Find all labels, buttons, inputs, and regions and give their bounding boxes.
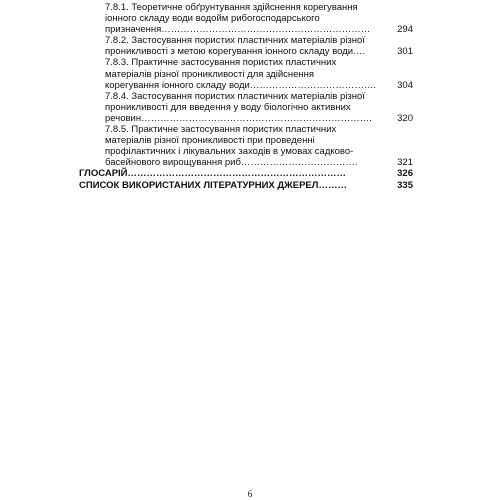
toc-entry-7-8-3[interactable]: [79, 57, 413, 90]
toc-entry-line: 7.8.4. Застосування пористих пластичних матеріалів різної: [105, 90, 365, 102]
page-number: 6: [247, 489, 253, 499]
toc-entry-7-8-4[interactable]: [79, 91, 413, 124]
toc-entry-line: проникливості з метою корегування іонного складу води….: [105, 46, 366, 58]
toc-page-number: 301: [397, 46, 413, 58]
toc-entry-line: 7.8.3. Практичне застосування пористих пластичних: [105, 57, 337, 69]
toc-entry-line: речовин……………………………………………………………….: [105, 112, 372, 124]
toc-entry-line: корегування іонного складу води………………………………….: [105, 79, 376, 91]
toc-entry-line: профілактичних і лікувальних заходів в умовах садково-: [105, 146, 354, 158]
toc-entry-line: матеріалів різної проникливості для здійснення: [105, 68, 315, 80]
toc-entry-glossary[interactable]: [79, 168, 413, 179]
table-of-contents: [79, 2, 413, 191]
toc-entry-line: басейнового вирощування риб……………………………….: [105, 157, 358, 169]
toc-entry-line: 7.8.2. Застосування пористих пластичних матеріалів різної: [105, 35, 365, 47]
toc-entry-line: проникливості для введення у воду біологічно активних: [105, 101, 351, 113]
toc-page-number: 304: [397, 79, 413, 91]
toc-entry-title: [79, 57, 413, 90]
toc-entry-title: [79, 180, 413, 191]
toc-entry-line: СПИСОК ВИКОРИСТАНИХ ЛІТЕРАТУРНИХ ДЖЕРЕЛ………: [79, 179, 347, 191]
toc-entry-references[interactable]: [79, 180, 413, 191]
toc-entry-title: [79, 2, 413, 35]
toc-page-number: 320: [397, 112, 413, 124]
toc-entry-7-8-1[interactable]: [79, 2, 413, 35]
toc-page-number: 335: [397, 179, 413, 191]
toc-entry-title: [79, 91, 413, 124]
toc-entry-title: [79, 35, 413, 57]
toc-entry-7-8-2[interactable]: [79, 35, 413, 57]
toc-entry-line: матеріалів різної проникливості при проведенні: [105, 135, 315, 147]
toc-entry-title: [79, 168, 413, 179]
toc-entry-line: призначення…………………………………………………………: [105, 24, 371, 36]
toc-entry-line: ГЛОСАРІЙ……………………………………………………………: [79, 168, 346, 180]
toc-page-number: 321: [397, 157, 413, 169]
toc-page-number: 294: [397, 24, 413, 36]
toc-page-number: 326: [397, 168, 413, 180]
toc-entry-line: іонного складу води водойм рибогосподарського: [105, 13, 320, 25]
toc-entry-title: [79, 124, 413, 168]
toc-entry-line: 7.8.5. Практичне застосування пористих пластичних: [105, 124, 337, 136]
toc-entry-line: 7.8.1. Теоретичне обґрунтування здійснення корегування: [105, 2, 358, 13]
toc-entry-7-8-5[interactable]: [79, 124, 413, 168]
